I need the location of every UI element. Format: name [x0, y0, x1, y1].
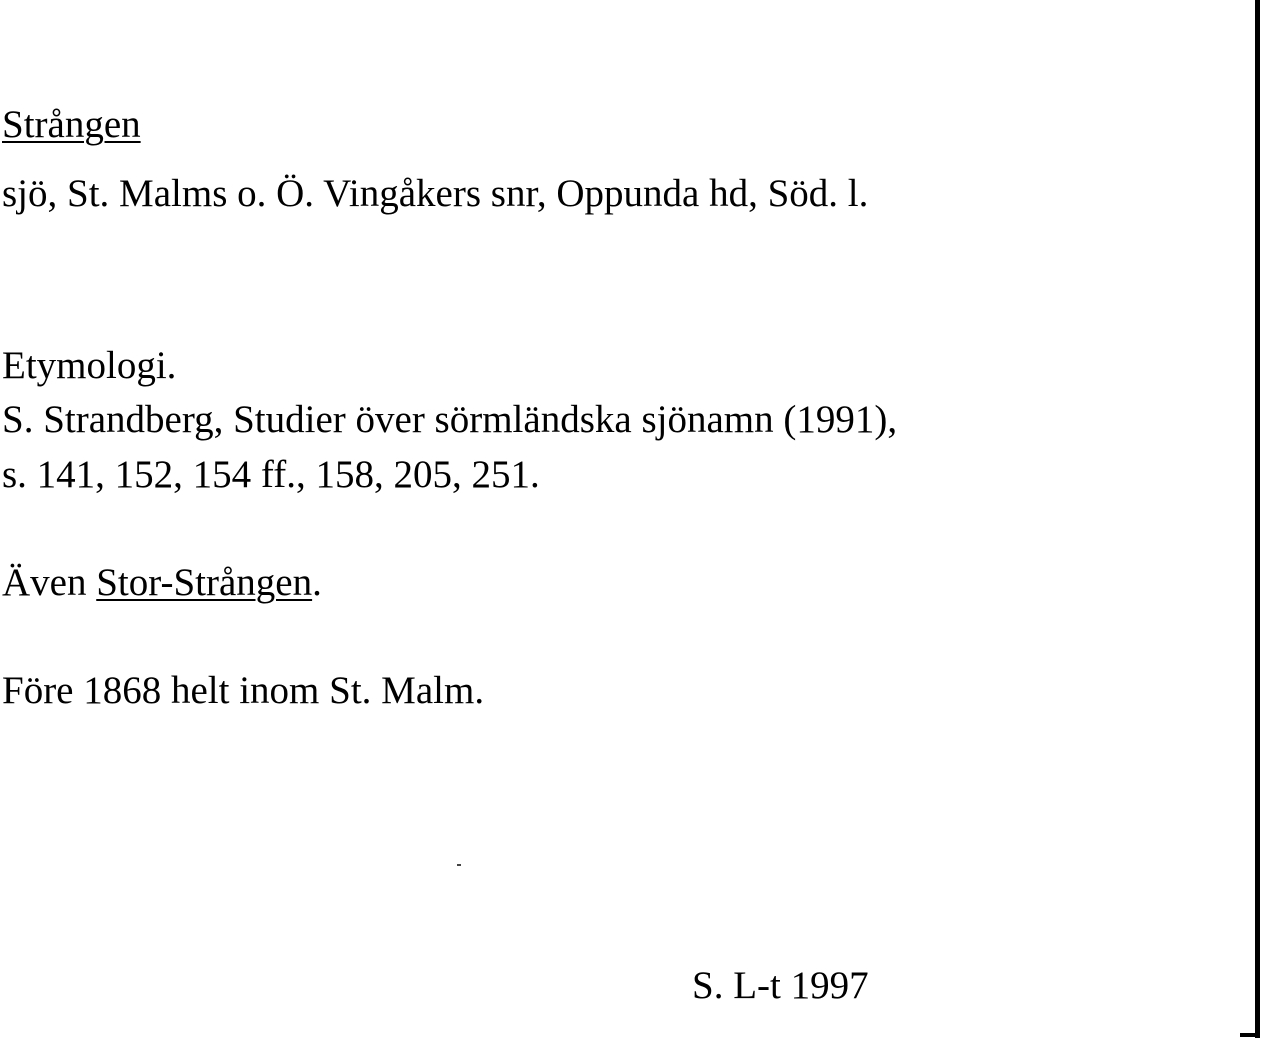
etymology-reference-line1: S. Strandberg, Studier över sörmländska sjönamn (1991), [2, 398, 898, 441]
also-known-as [2, 563, 322, 602]
place-description: sjö, St. Malms o. Ö. Vingåkers snr, Oppunda hd, Söd. l. [2, 172, 869, 215]
card-border-corner [1240, 1033, 1260, 1037]
alternate-name: Stor-Strången [96, 561, 313, 604]
headword: Strången [2, 103, 141, 146]
scan-speck [457, 864, 461, 866]
historical-note: Före 1868 helt inom St. Malm. [2, 669, 485, 712]
etymology-reference-line2: s. 141, 152, 154 ff., 158, 205, 251. [2, 453, 540, 496]
card-right-border [1255, 0, 1260, 1038]
etymology-heading: Etymologi. [2, 344, 177, 387]
signature: S. L-t 1997 [692, 964, 869, 1007]
also-prefix: Även [2, 561, 97, 604]
also-suffix: . [312, 561, 322, 604]
